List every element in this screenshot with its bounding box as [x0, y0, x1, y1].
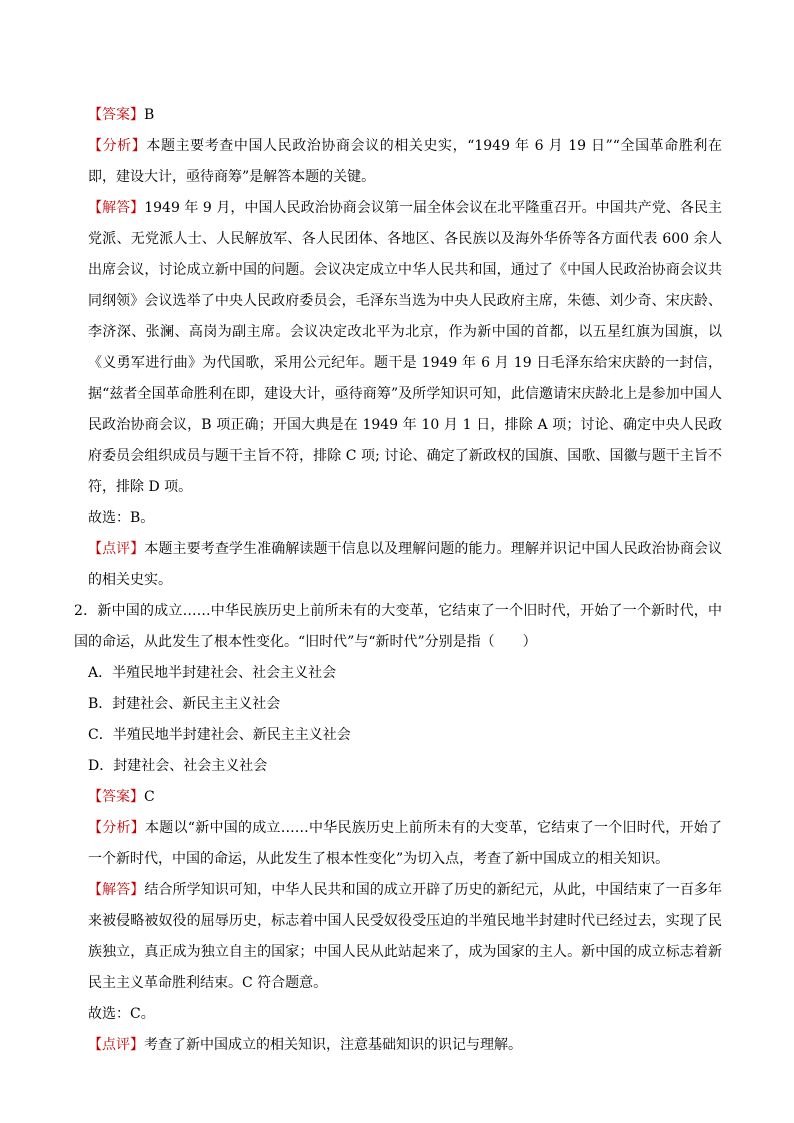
- q1-choice: 故选：B。: [88, 510, 155, 526]
- q1-comment: 【点评】本题主要考查学生准确解读题干信息以及理解问题的能力。理解并识记中国人民政治协商会议的相关史实。: [88, 541, 723, 588]
- q2-comment-tag: 【点评】: [88, 1037, 144, 1053]
- answer-section: [74, 100, 723, 1061]
- q1-answer-line: [88, 100, 722, 131]
- q2-option-d: D．封建社会、社会主义社会: [88, 758, 268, 774]
- q1-analysis: 【分析】本题主要考查中国人民政治协商会议的相关史实，“1949 年 6 月 19 日”“全国革命胜利在即，建设大计，亟待商筹”是解答本题的关键。: [88, 138, 723, 185]
- q2-choice: 故选：C。: [88, 1006, 155, 1022]
- q2-analysis: 【分析】本题以“新中国的成立……中华民族历史上前所未有的大变革，它结束了一个旧时代，开始了一个新时代，中国的命运，从此发生了根本性变化”为切入点，考查了新中国成立的相关知识。: [88, 820, 723, 867]
- q1-analysis-tag: 【分析】: [88, 138, 147, 154]
- q2-solution-tag: 【解答】: [88, 882, 145, 898]
- q1-solution: 【解答】1949 年 9 月，中国人民政治协商会议第一届全体会议在北平隆重召开。中国共产党、各民主党派、无党派人士、人民解放军、各人民团体、各地区、各民族以及海外华侨等各方面代表 600 余人出席会议，讨论成立新中国的问题。会议决定成立中华人民共和国，通过了《中国人民政治协商会议共同纲领》会议选举了中央人民政府委员会，毛泽东当选为中央人民政府主席，朱德、刘少奇、宋庆龄、李济深、张澜、高岗为副主席。会议决定改北平为北京，作为新中国的首都，以五星红旗为国旗，以《义勇军进行曲》为代国歌，采用公元纪年。题干是 1949 年 6 月 19 日毛泽东给宋庆龄的一封信，据“兹者全国革命胜利在即，建设大计，亟待商筹”及所学知识可知，此信邀请宋庆龄北上是参加中国人民政治协商会议，B 项正确；开国大典是在 1949 年 10 月 1 日，排除 A 项；讨论、确定中央人民政府委员会组织成员与题干主旨不符，排除 C 项; 讨论、确定了新政权的国旗、国歌、国徽与题干主旨不符，排除 D 项。: [88, 200, 723, 495]
- q2-answer-tag: 【答案】: [88, 789, 144, 805]
- q2-option-b: B．封建社会、新民主主义社会: [88, 696, 281, 712]
- q2-comment: 【点评】考查了新中国成立的相关知识，注意基础知识的识记与理解。: [88, 1037, 522, 1053]
- q2-answer: C: [144, 789, 155, 805]
- q1-comment-tag: 【点评】: [88, 541, 145, 557]
- q2-analysis-tag: 【分析】: [88, 820, 146, 836]
- q2-answer-line: [88, 782, 722, 813]
- q2-option-a: A．半殖民地半封建社会、社会主义社会: [88, 665, 337, 681]
- q2-option-c: C．半殖民地半封建社会、新民主主义社会: [88, 727, 351, 743]
- q2-stem: 2．新中国的成立……中华民族历史上前所未有的大变革，它结束了一个旧时代，开始了一个新时代，中国的命运，从此发生了根本性变化。“旧时代”与“新时代”分别是指（ ）: [74, 603, 722, 650]
- q1-answer-tag: 【答案】: [88, 107, 144, 123]
- q1-solution-tag: 【解答】: [88, 200, 145, 216]
- q1-answer: B: [144, 107, 155, 123]
- q2-solution: 【解答】结合所学知识可知，中华人民共和国的成立开辟了历史的新纪元，从此，中国结束了一百多年来被侵略被奴役的屈辱历史，标志着中国人民受奴役受压迫的半殖民地半封建时代已经过去，实现了民族独立，真正成为独立自主的国家；中国人民从此站起来了，成为国家的主人。新中国的成立标志着新民主主义革命胜利结束。C 符合题意。: [88, 882, 723, 991]
